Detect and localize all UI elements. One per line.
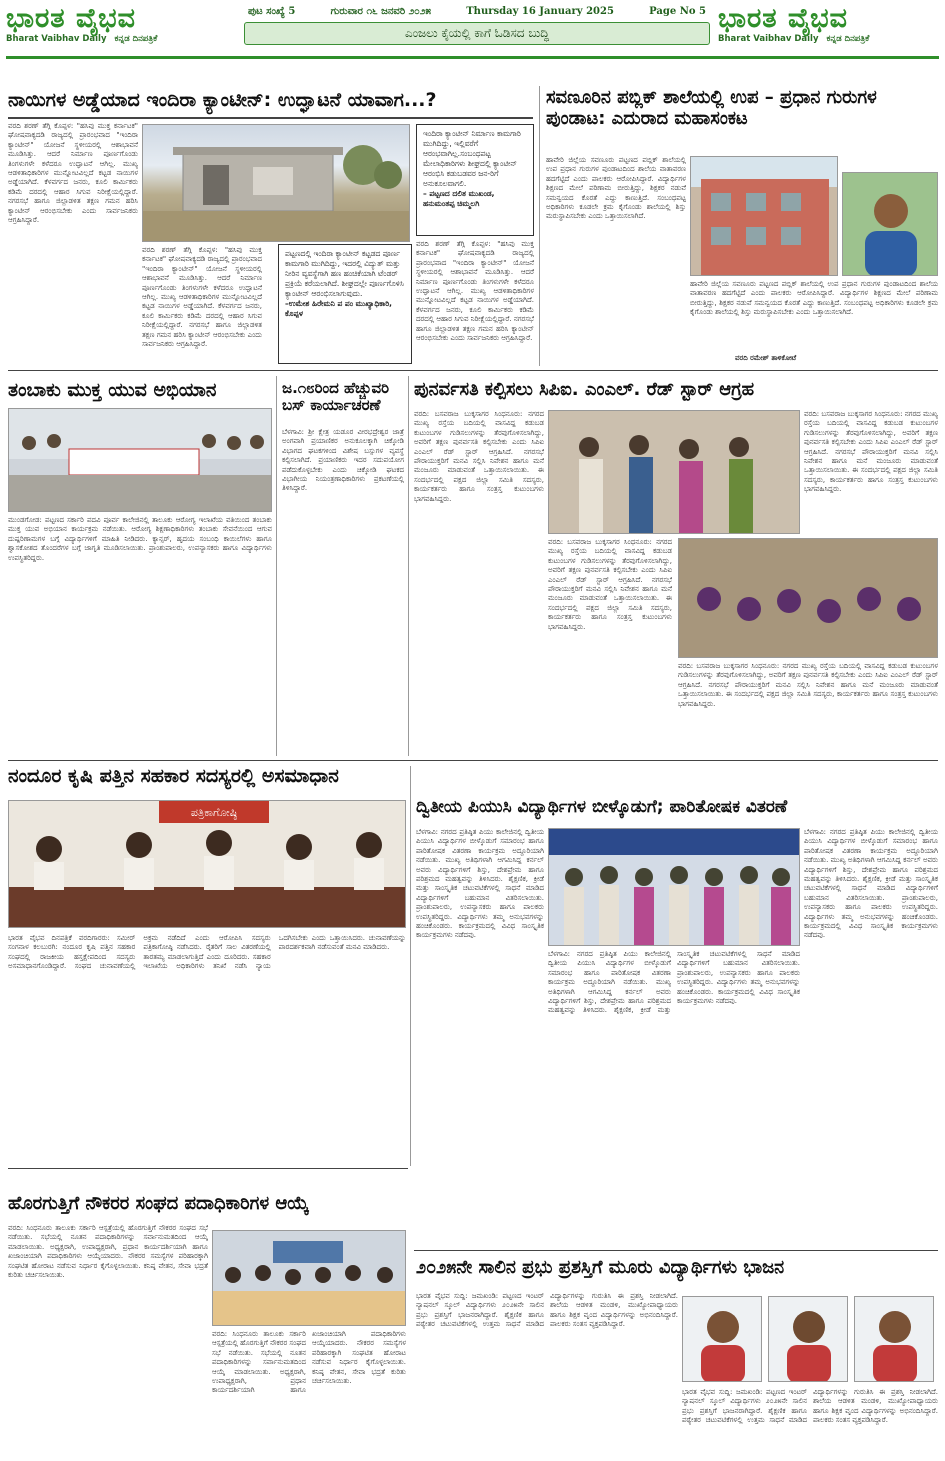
section-divider bbox=[414, 1250, 938, 1251]
issue-number: ಪುಟ ಸಂಖ್ಯೆ 5 bbox=[248, 6, 296, 17]
puc-body-col3: ಬೆಳಗಾವಿ: ನಗರದ ಪ್ರತಿಷ್ಠಿತ ಪಿಯು ಕಾಲೇಜಿನಲ್ಲಿ ದ್ವಿತೀಯ ಪಿಯುಸಿ ವಿದ್ಯಾರ್ಥಿಗಳ ಬೀಳ್ಕೊಡುಗೆ ಸಮಾರಂಭ ಹಾಗೂ ಪಾರಿತೋಷಕ ವಿತರಣಾ ಕಾರ್ಯಕ್ರಮ ಅದ್ದೂರಿಯಾಗಿ ನಡೆಯಿತು. ಮುಖ್ಯ ಅತಿಥಿಗಳಾಗಿ ಆಗಮಿಸಿದ್ದ ಕರ್ನಲ್ ಅವರು ವಿದ್ಯಾರ್ಥಿಗಳಿಗೆ ಶಿಸ್ತು, ದೇಶಪ್ರೇಮ ಹಾಗೂ ಪರಿಶ್ರಮದ ಮಹತ್ವವನ್ನು ತಿಳಿಸಿದರು. ಶೈಕ್ಷಣಿಕ, ಕ್ರೀಡೆ ಮತ್ತು ಸಾಂಸ್ಕೃತಿಕ ಚಟುವಟಿಕೆಗಳಲ್ಲಿ ಸಾಧನೆ ಮಾಡಿದ ವಿದ್ಯಾರ್ಥಿಗಳಿಗೆ ಬಹುಮಾನ ವಿತರಿಸಲಾಯಿತು. ಪ್ರಾಂಶುಪಾಲರು, ಉಪನ್ಯಾಸಕರು ಹಾಗೂ ಪಾಲಕರು ಉಪಸ್ಥಿತರಿದ್ದರು. ವಿದ್ಯಾರ್ಥಿಗಳು ತಮ್ಮ ಅನುಭವಗಳನ್ನು ಹಂಚಿಕೊಂಡರು. ಕಾರ್ಯಕ್ರಮದಲ್ಲಿ ವಿವಿಧ ಸಾಂಸ್ಕೃತಿಕ ಕಾರ್ಯಕ್ರಮಗಳು ನಡೆದವು. bbox=[804, 828, 938, 940]
cooperative-headline: ನಂದೂರ ಕೃಷಿ ಪತ್ತಿನ ಸಹಕಾರ ಸದಸ್ಯರಲ್ಲಿ ಅಸಮಾಧಾನ bbox=[8, 765, 339, 787]
school-building-photo bbox=[690, 156, 838, 276]
canteen-building-photo bbox=[142, 124, 410, 242]
award-body: ಭಾರತ ವೈಭವ ಸುದ್ದಿ: ಜಮಖಂಡಿ: ಪಟ್ಟಣದ ಇಂಟರ್ ನ್ಯಾಷನಲ್ ಸ್ಕೂಲ್ ವಿದ್ಯಾರ್ಥಿಗಳು ೨೦೨೫ನೇ ಸಾಲಿನ ಪ್ರಭು ಪ್ರಶಸ್ತಿಗೆ ಭಾಜನರಾಗಿದ್ದಾರೆ. ಶೈಕ್ಷಣಿಕ ಹಾಗೂ ಪಠ್ಯೇತರ ಚಟುವಟಿಕೆಗಳಲ್ಲಿ ಉತ್ತಮ ಸಾಧನೆ ಮಾಡಿದ ವಿದ್ಯಾರ್ಥಿಗಳನ್ನು ಗುರುತಿಸಿ ಈ ಪ್ರಶಸ್ತಿ ನೀಡಲಾಗಿದೆ. ಶಾಲೆಯ ಆಡಳಿತ ಮಂಡಳಿ, ಮುಖ್ಯೋಪಾಧ್ಯಾಯರು ಹಾಗೂ ಶಿಕ್ಷಕ ವೃಂದ ವಿದ್ಯಾರ್ಥಿಗಳನ್ನು ಅಭಿನಂದಿಸಿದ್ದಾರೆ. ಪಾಲಕರು ಸಂತಸ ವ್ಯಕ್ತಪಡಿಸಿದ್ದಾರೆ. bbox=[416, 1292, 678, 1329]
portrait-illustration bbox=[843, 173, 938, 276]
tobacco-group-photo bbox=[8, 408, 272, 512]
page-number: Page No 5 bbox=[649, 6, 706, 17]
student-photo-1 bbox=[682, 1296, 762, 1382]
puc-headline: ದ್ವಿತೀಯ ಪಿಯುಸಿ ವಿದ್ಯಾರ್ಥಿಗಳ ಬೀಳ್ಕೊಡುಗೆ; ಪಾರಿತೋಷಕ ವಿತರಣೆ bbox=[416, 797, 788, 817]
prize-illustration bbox=[549, 829, 800, 946]
cpi-body-col4: ವರದಿ: ಬಸವರಾಜ ಬುಕ್ಕಸಾಗರ ಸಿಂಧನೂರು: ನಗರದ ಮುಖ್ಯ ರಸ್ತೆಯ ಬದಿಯಲ್ಲಿ ವಾಸವಿದ್ದ ಕಡುಬಡ ಕುಟುಂಬಗಳ ಗುಡಿಸಲುಗಳನ್ನು ತೆರವುಗೊಳಿಸಲಾಗಿದ್ದು, ಅವರಿಗೆ ತಕ್ಷಣ ಪುನರ್ವಸತಿ ಕಲ್ಪಿಸಬೇಕು ಎಂದು ಸಿಪಿಐ ಎಂಎಲ್ ರೆಡ್ ಸ್ಟಾರ್ ಆಗ್ರಹಿಸಿದೆ. ನಗರಸಭೆ ಪೌರಾಯುಕ್ತರಿಗೆ ಮನವಿ ಸಲ್ಲಿಸಿ ನಿವೇಶನ ಹಾಗೂ ಮನೆ ಮಂಜೂರು ಮಾಡುವಂತೆ ಒತ್ತಾಯಿಸಲಾಯಿತು. ಈ ಸಂದರ್ಭದಲ್ಲಿ ಪಕ್ಷದ ಜಿಲ್ಲಾ ಸಮಿತಿ ಸದಸ್ಯರು, ಕಾರ್ಯಕರ್ತರು ಹಾಗೂ ಸಂತ್ರಸ್ತ ಕುಟುಂಬಗಳು ಭಾಗವಹಿಸಿದ್ದರು. bbox=[678, 662, 938, 708]
canteen-body: ವರದಿ ಶರಣ್ ತೆಗ್ಗಿ ಕೊಪ್ಪಳ: "ಹಸಿವು ಮುಕ್ತ ಕರ್ನಾಟಕ" ಘೋಷವಾಕ್ಯದಡಿ ರಾಜ್ಯದಲ್ಲಿ ಪ್ರಾರಂಭವಾದ "ಇಂದಿರಾ ಕ್ಯಾಂಟೀನ್" ಯೋಜನೆ ಸ್ಥಳೀಯರಲ್ಲಿ ಆಶಾಭಾವನೆ ಮೂಡಿಸಿತ್ತು. ಆದರೆ ನಿರ್ಮಾಣ ಪೂರ್ಣಗೊಂಡು ತಿಂಗಳುಗಳೇ ಕಳೆದರೂ ಉದ್ಘಾಟನೆ ಆಗಿಲ್ಲ. ಮುಖ್ಯ ಆಡಳಿತಾಧಿಕಾರಿಗಳ ಮುನ್ನೋಟವಿಲ್ಲದೆ ಕಟ್ಟಡ ನಾಯಿಗಳ ಅಡ್ಡೆಯಾಗಿದೆ. ಕೆಳವರ್ಗದ ಜನರು, ಕೂಲಿ ಕಾರ್ಮಿಕರು ಕಡಿಮೆ ದರದಲ್ಲಿ ಆಹಾರ ಸಿಗುವ ನಿರೀಕ್ಷೆಯಲ್ಲಿದ್ದಾರೆ. ನಗರಸಭೆ ಹಾಗೂ ಜಿಲ್ಲಾಡಳಿತ ತಕ್ಷಣ ಗಮನ ಹರಿಸಿ ಕ್ಯಾಂಟೀನ್ ಆರಂಭಿಸಬೇಕು ಎಂದು ಸಾರ್ವಜನಿಕರು ಆಗ್ರಹಿಸಿದ್ದಾರೆ. bbox=[8, 122, 138, 225]
school-body: ಹಾವೇರಿ ಜಿಲ್ಲೆಯ ಸವಣೂರು ಪಟ್ಟಣದ ಪಬ್ಲಿಕ್ ಶಾಲೆಯಲ್ಲಿ ಉಪ ಪ್ರಧಾನ ಗುರುಗಳ ಪುಂಡಾಟದಿಂದ ಶಾಲೆಯ ವಾತಾವರಣ ಹದಗೆಟ್ಟಿದೆ ಎಂದು ಪಾಲಕರು ಆರೋಪಿಸಿದ್ದಾರೆ. ವಿದ್ಯಾರ್ಥಿಗಳ ಶಿಕ್ಷಣದ ಮೇಲೆ ಪರಿಣಾಮ ಬೀರುತ್ತಿದ್ದು, ಶಿಕ್ಷಕರ ನಡುವೆ ಸಮನ್ವಯದ ಕೊರತೆ ಎದ್ದು ಕಾಣುತ್ತಿದೆ. ಸಂಬಂಧಪಟ್ಟ ಅಧಿಕಾರಿಗಳು ಕೂಡಲೇ ಕ್ರಮ ಕೈಗೊಂಡು ಶಾಲೆಯಲ್ಲಿ ಶಿಸ್ತು ಮರುಸ್ಥಾಪಿಸಬೇಕು ಎಂದು ಒತ್ತಾಯಿಸಲಾಗಿದೆ. bbox=[546, 156, 686, 221]
logo-english: Bharat Vaibhav Daily bbox=[6, 34, 107, 44]
school-byline: ವರದಿ ರಮೇಶ್ ತಾಳಿಕೋಟೆ bbox=[735, 354, 797, 362]
masthead-info-bar bbox=[244, 4, 710, 19]
masthead-center bbox=[244, 4, 710, 45]
outsource-group-photo bbox=[212, 1230, 406, 1326]
quote-signature: –ಉಮೇಶ ಹಿರೇಮನಿ ಪ ಪಂ ಮುಖ್ಯಾಧಿಕಾರಿ, ಕೊಪ್ಪಳ bbox=[285, 299, 392, 318]
section-divider bbox=[8, 370, 938, 371]
logo-subtitle bbox=[718, 34, 936, 44]
canteen-body-col3: ವರದಿ ಶರಣ್ ತೆಗ್ಗಿ ಕೊಪ್ಪಳ: "ಹಸಿವು ಮುಕ್ತ ಕರ್ನಾಟಕ" ಘೋಷವಾಕ್ಯದಡಿ ರಾಜ್ಯದಲ್ಲಿ ಪ್ರಾರಂಭವಾದ "ಇಂದಿರಾ ಕ್ಯಾಂಟೀನ್" ಯೋಜನೆ ಸ್ಥಳೀಯರಲ್ಲಿ ಆಶಾಭಾವನೆ ಮೂಡಿಸಿತ್ತು. ಆದರೆ ನಿರ್ಮಾಣ ಪೂರ್ಣಗೊಂಡು ತಿಂಗಳುಗಳೇ ಕಳೆದರೂ ಉದ್ಘಾಟನೆ ಆಗಿಲ್ಲ. ಮುಖ್ಯ ಆಡಳಿತಾಧಿಕಾರಿಗಳ ಮುನ್ನೋಟವಿಲ್ಲದೆ ಕಟ್ಟಡ ನಾಯಿಗಳ ಅಡ್ಡೆಯಾಗಿದೆ. ಕೆಳವರ್ಗದ ಜನರು, ಕೂಲಿ ಕಾರ್ಮಿಕರು ಕಡಿಮೆ ದರದಲ್ಲಿ ಆಹಾರ ಸಿಗುವ ನಿರೀಕ್ಷೆಯಲ್ಲಿದ್ದಾರೆ. ನಗರಸಭೆ ಹಾಗೂ ಜಿಲ್ಲಾಡಳಿತ ತಕ್ಷಣ ಗಮನ ಹರಿಸಿ ಕ್ಯಾಂಟೀನ್ ಆರಂಭಿಸಬೇಕು ಎಂದು ಸಾರ್ವಜನಿಕರು ಆಗ್ರಹಿಸಿದ್ದಾರೆ. bbox=[416, 240, 534, 343]
student-photo-3 bbox=[854, 1296, 934, 1382]
bus-body: ಬೆಳಗಾವಿ: ಶ್ರೀ ಕ್ಷೇತ್ರ ಯಡೂರ ವೀರಭದ್ರೇಶ್ವರ ಜಾತ್ರೆ ಅಂಗವಾಗಿ ಪ್ರಯಾಣಿಕರ ಅನುಕೂಲಕ್ಕಾಗಿ ಚಿಕ್ಕೋಡಿ ವಿಭಾಗದ ಘಟಕಗಳಿಂದ ವಿಶೇಷ ಬಸ್ಸುಗಳ ವ್ಯವಸ್ಥೆ ಕಲ್ಪಿಸಲಾಗಿದೆ. ಪ್ರಯಾಣಿಕರು ಇದರ ಸದುಪಯೋಗ ಪಡೆದುಕೊಳ್ಳಬೇಕು ಎಂದು ಚಿಕ್ಕೋಡಿ ಘಟಕದ ವಿಭಾಗೀಯ ನಿಯಂತ್ರಣಾಧಿಕಾರಿಗಳು ಪ್ರಕಟಣೆಯಲ್ಲಿ ತಿಳಿಸಿದ್ದಾರೆ. bbox=[282, 428, 404, 493]
canteen-quote-official bbox=[278, 244, 412, 364]
building-illustration bbox=[143, 125, 410, 242]
date-english: Thursday 16 January 2025 bbox=[466, 6, 614, 17]
quote-text: ಪಟ್ಟಣದಲ್ಲಿ ಇಂದಿರಾ ಕ್ಯಾಂಟೀನ್ ಕಟ್ಟಡದ ಪೂರ್ಣ ಕಾಮಗಾರಿ ಮುಗಿದಿದ್ದು, ಇದರಲ್ಲಿ ವಿದ್ಯುತ್ ಮತ್ತು ನೀರಿನ ವ್ಯವಸ್ಥೆಗಾಗಿ ಹಣ ಹಂಚಿಕೆಯಾಗಿ ಟೆಂಡರ್ ಪ್ರಕ್ರಿಯೆ ಕರೆಯಲಾಗಿದೆ. ಶೀಘ್ರದಲ್ಲೇ ಪೂರ್ಣಗೊಳಿಸಿ ಕ್ಯಾಂಟೀನ್ ಆರಂಭಿಸಲಾಗುವುದು. bbox=[285, 249, 404, 298]
puc-body: ಬೆಳಗಾವಿ: ನಗರದ ಪ್ರತಿಷ್ಠಿತ ಪಿಯು ಕಾಲೇಜಿನಲ್ಲಿ ದ್ವಿತೀಯ ಪಿಯುಸಿ ವಿದ್ಯಾರ್ಥಿಗಳ ಬೀಳ್ಕೊಡುಗೆ ಸಮಾರಂಭ ಹಾಗೂ ಪಾರಿತೋಷಕ ವಿತರಣಾ ಕಾರ್ಯಕ್ರಮ ಅದ್ದೂರಿಯಾಗಿ ನಡೆಯಿತು. ಮುಖ್ಯ ಅತಿಥಿಗಳಾಗಿ ಆಗಮಿಸಿದ್ದ ಕರ್ನಲ್ ಅವರು ವಿದ್ಯಾರ್ಥಿಗಳಿಗೆ ಶಿಸ್ತು, ದೇಶಪ್ರೇಮ ಹಾಗೂ ಪರಿಶ್ರಮದ ಮಹತ್ವವನ್ನು ತಿಳಿಸಿದರು. ಶೈಕ್ಷಣಿಕ, ಕ್ರೀಡೆ ಮತ್ತು ಸಾಂಸ್ಕೃತಿಕ ಚಟುವಟಿಕೆಗಳಲ್ಲಿ ಸಾಧನೆ ಮಾಡಿದ ವಿದ್ಯಾರ್ಥಿಗಳಿಗೆ ಬಹುಮಾನ ವಿತರಿಸಲಾಯಿತು. ಪ್ರಾಂಶುಪಾಲರು, ಉಪನ್ಯಾಸಕರು ಹಾಗೂ ಪಾಲಕರು ಉಪಸ್ಥಿತರಿದ್ದರು. ವಿದ್ಯಾರ್ಥಿಗಳು ತಮ್ಮ ಅನುಭವಗಳನ್ನು ಹಂಚಿಕೊಂಡರು. ಕಾರ್ಯಕ್ರಮದಲ್ಲಿ ವಿವಿಧ ಸಾಂಸ್ಕೃತಿಕ ಕಾರ್ಯಕ್ರಮಗಳು ನಡೆದವು. bbox=[416, 828, 544, 940]
canteen-headline: ನಾಯಿಗಳ ಅಡ್ಡೆಯಾದ ಇಂದಿರಾ ಕ್ಯಾಂಟೀನ್: ಉದ್ಘಾಟನೆ ಯಾವಾಗ...? bbox=[8, 89, 437, 111]
school-body-cont: ಹಾವೇರಿ ಜಿಲ್ಲೆಯ ಸವಣೂರು ಪಟ್ಟಣದ ಪಬ್ಲಿಕ್ ಶಾಲೆಯಲ್ಲಿ ಉಪ ಪ್ರಧಾನ ಗುರುಗಳ ಪುಂಡಾಟದಿಂದ ಶಾಲೆಯ ವಾತಾವರಣ ಹದಗೆಟ್ಟಿದೆ ಎಂದು ಪಾಲಕರು ಆರೋಪಿಸಿದ್ದಾರೆ. ವಿದ್ಯಾರ್ಥಿಗಳ ಶಿಕ್ಷಣದ ಮೇಲೆ ಪರಿಣಾಮ ಬೀರುತ್ತಿದ್ದು, ಶಿಕ್ಷಕರ ನಡುವೆ ಸಮನ್ವಯದ ಕೊರತೆ ಎದ್ದು ಕಾಣುತ್ತಿದೆ. ಸಂಬಂಧಪಟ್ಟ ಅಧಿಕಾರಿಗಳು ಕೂಡಲೇ ಕ್ರಮ ಕೈಗೊಂಡು ಶಾಲೆಯಲ್ಲಿ ಶಿಸ್ತು ಮರುಸ್ಥಾಪಿಸಬೇಕು ಎಂದು ಒತ್ತಾಯಿಸಲಾಗಿದೆ. bbox=[690, 280, 938, 317]
logo-tagline: ಕನ್ನಡ ದಿನಪತ್ರಿಕೆ bbox=[114, 34, 158, 44]
press-banner-text: ಪತ್ರಿಕಾಗೋಷ್ಠಿ bbox=[190, 806, 238, 819]
column-divider bbox=[410, 766, 411, 1166]
award-body-col2: ಭಾರತ ವೈಭವ ಸುದ್ದಿ: ಜಮಖಂಡಿ: ಪಟ್ಟಣದ ಇಂಟರ್ ನ್ಯಾಷನಲ್ ಸ್ಕೂಲ್ ವಿದ್ಯಾರ್ಥಿಗಳು ೨೦೨೫ನೇ ಸಾಲಿನ ಪ್ರಭು ಪ್ರಶಸ್ತಿಗೆ ಭಾಜನರಾಗಿದ್ದಾರೆ. ಶೈಕ್ಷಣಿಕ ಹಾಗೂ ಪಠ್ಯೇತರ ಚಟುವಟಿಕೆಗಳಲ್ಲಿ ಉತ್ತಮ ಸಾಧನೆ ಮಾಡಿದ ವಿದ್ಯಾರ್ಥಿಗಳನ್ನು ಗುರುತಿಸಿ ಈ ಪ್ರಶಸ್ತಿ ನೀಡಲಾಗಿದೆ. ಶಾಲೆಯ ಆಡಳಿತ ಮಂಡಳಿ, ಮುಖ್ಯೋಪಾಧ್ಯಾಯರು ಹಾಗೂ ಶಿಕ್ಷಕ ವೃಂದ ವಿದ್ಯಾರ್ಥಿಗಳನ್ನು ಅಭಿನಂದಿಸಿದ್ದಾರೆ. ಪಾಲಕರು ಸಂತಸ ವ್ಯಕ್ತಪಡಿಸಿದ್ದಾರೆ. bbox=[682, 1388, 938, 1425]
cpi-body-col3: ವರದಿ: ಬಸವರಾಜ ಬುಕ್ಕಸಾಗರ ಸಿಂಧನೂರು: ನಗರದ ಮುಖ್ಯ ರಸ್ತೆಯ ಬದಿಯಲ್ಲಿ ವಾಸವಿದ್ದ ಕಡುಬಡ ಕುಟುಂಬಗಳ ಗುಡಿಸಲುಗಳನ್ನು ತೆರವುಗೊಳಿಸಲಾಗಿದ್ದು, ಅವರಿಗೆ ತಕ್ಷಣ ಪುನರ್ವಸತಿ ಕಲ್ಪಿಸಬೇಕು ಎಂದು ಸಿಪಿಐ ಎಂಎಲ್ ರೆಡ್ ಸ್ಟಾರ್ ಆಗ್ರಹಿಸಿದೆ. ನಗರಸಭೆ ಪೌರಾಯುಕ್ತರಿಗೆ ಮನವಿ ಸಲ್ಲಿಸಿ ನಿವೇಶನ ಹಾಗೂ ಮನೆ ಮಂಜೂರು ಮಾಡುವಂತೆ ಒತ್ತಾಯಿಸಲಾಯಿತು. ಈ ಸಂದರ್ಭದಲ್ಲಿ ಪಕ್ಷದ ಜಿಲ್ಲಾ ಸಮಿತಿ ಸದಸ್ಯರು, ಕಾರ್ಯಕರ್ತರು ಹಾಗೂ ಸಂತ್ರಸ್ತ ಕುಟುಂಬಗಳು ಭಾಗವಹಿಸಿದ್ದರು. bbox=[804, 410, 938, 494]
logo-english: Bharat Vaibhav Daily bbox=[718, 34, 819, 44]
cpi-memorandum-photo bbox=[548, 410, 800, 534]
date-kannada: ಗುರುವಾರ ೧೬ ಜನವರಿ ೨೦೨೫ bbox=[330, 6, 431, 17]
student-photo-2 bbox=[768, 1296, 848, 1382]
logo-title: ಭಾರತ ವೈಭವ bbox=[6, 3, 136, 34]
quote-signature: – ಪಟ್ಟಣದ ದಲಿತ ಮುಖಂಡ, ಹನುಮಂತಪ್ಪ ಚಿಮ್ಮಲಗಿ bbox=[423, 189, 495, 208]
student-3-illustration bbox=[855, 1297, 934, 1382]
memorandum-illustration bbox=[549, 411, 800, 534]
cpi-body: ವರದಿ: ಬಸವರಾಜ ಬುಕ್ಕಸಾಗರ ಸಿಂಧನೂರು: ನಗರದ ಮುಖ್ಯ ರಸ್ತೆಯ ಬದಿಯಲ್ಲಿ ವಾಸವಿದ್ದ ಕಡುಬಡ ಕುಟುಂಬಗಳ ಗುಡಿಸಲುಗಳನ್ನು ತೆರವುಗೊಳಿಸಲಾಗಿದ್ದು, ಅವರಿಗೆ ತಕ್ಷಣ ಪುನರ್ವಸತಿ ಕಲ್ಪಿಸಬೇಕು ಎಂದು ಸಿಪಿಐ ಎಂಎಲ್ ರೆಡ್ ಸ್ಟಾರ್ ಆಗ್ರಹಿಸಿದೆ. ನಗರಸಭೆ ಪೌರಾಯುಕ್ತರಿಗೆ ಮನವಿ ಸಲ್ಲಿಸಿ ನಿವೇಶನ ಹಾಗೂ ಮನೆ ಮಂಜೂರು ಮಾಡುವಂತೆ ಒತ್ತಾಯಿಸಲಾಯಿತು. ಈ ಸಂದರ್ಭದಲ್ಲಿ ಪಕ್ಷದ ಜಿಲ್ಲಾ ಸಮಿತಿ ಸದಸ್ಯರು, ಕಾರ್ಯಕರ್ತರು ಹಾಗೂ ಸಂತ್ರಸ್ತ ಕುಟುಂಬಗಳು ಭಾಗವಹಿಸಿದ್ದರು. bbox=[414, 410, 544, 503]
masthead-rule bbox=[6, 56, 939, 59]
outsource-body: ವರದಿ: ಸಿಂಧನೂರು ತಾಲೂಕು ಸರ್ಕಾರಿ ಆಸ್ಪತ್ರೆಯಲ್ಲಿ ಹೊರಗುತ್ತಿಗೆ ನೌಕರರ ಸಂಘದ ಸಭೆ ನಡೆಯಿತು. ಸಭೆಯಲ್ಲಿ ನೂತನ ಪದಾಧಿಕಾರಿಗಳನ್ನು ಸರ್ವಾನುಮತದಿಂದ ಆಯ್ಕೆ ಮಾಡಲಾಯಿತು. ಅಧ್ಯಕ್ಷರಾಗಿ, ಉಪಾಧ್ಯಕ್ಷರಾಗಿ, ಪ್ರಧಾನ ಕಾರ್ಯದರ್ಶಿಯಾಗಿ ಹಾಗೂ ಖಜಾಂಚಿಯಾಗಿ ಪದಾಧಿಕಾರಿಗಳು ಆಯ್ಕೆಯಾದರು. ನೌಕರರ ಸಮಸ್ಯೆಗಳ ಪರಿಹಾರಕ್ಕಾಗಿ ಸಂಘಟಿತ ಹೋರಾಟ ನಡೆಸುವ ನಿರ್ಧಾರ ಕೈಗೊಳ್ಳಲಾಯಿತು. ಕನಿಷ್ಠ ವೇತನ, ಸೇವಾ ಭದ್ರತೆ ಕುರಿತು ಚರ್ಚಿಸಲಾಯಿತು. bbox=[8, 1224, 208, 1280]
school-illustration bbox=[691, 157, 838, 276]
award-headline: ೨೦೨೫ನೇ ಸಾಲಿನ ಪ್ರಭು ಪ್ರಶಸ್ತಿಗೆ ಮೂರು ವಿದ್ಯಾರ್ಥಿಗಳು ಭಾಜನ bbox=[416, 1257, 785, 1278]
group-illustration bbox=[9, 409, 272, 512]
cpi-meeting-photo bbox=[678, 538, 938, 658]
logo-tagline: ಕನ್ನಡ ದಿನಪತ್ರಿಕೆ bbox=[826, 34, 870, 44]
meeting-group-illustration bbox=[213, 1231, 406, 1326]
logo-subtitle bbox=[6, 34, 224, 44]
masthead-logo-left bbox=[6, 4, 224, 50]
quote-text: ಇಂದಿರಾ ಕ್ಯಾಂಟೀನ್ ನಿರ್ಮಾಣ ಕಾಮಗಾರಿ ಮುಗಿದಿದ್ದು, ಇಲ್ಲಿವರೆಗೆ ಆರಂಭವಾಗಿಲ್ಲ.ಸಂಬಂಧಪಟ್ಟ ಮೇಲಾಧಿಕಾರಿಗಳು ಶೀಘ್ರದಲ್ಲಿ ಕ್ಯಾಂಟೀನ್ ಆರಂಭಿಸಿ ಕಡುಬಡವರ ಜನ-ರಿಗೆ ಅನುಕೂಲವಾಗಲಿ. bbox=[423, 129, 521, 188]
section-divider bbox=[8, 1168, 408, 1169]
student-1-illustration bbox=[683, 1297, 762, 1382]
teacher-portrait-photo bbox=[842, 172, 938, 276]
tobacco-headline: ತಂಬಾಕು ಮುಕ್ತ ಯುವ ಅಭಿಯಾನ bbox=[8, 379, 217, 401]
cpi-headline: ಪುನರ್ವಸತಿ ಕಲ್ಪಿಸಲು ಸಿಪಿಐ. ಎಂಎಲ್. ರೆಡ್ ಸ್ಟಾರ್ ಆಗ್ರಹ bbox=[414, 379, 755, 400]
masthead-slogan: ಎಂಜಲು ಕೈಯಲ್ಲಿ ಕಾಗೆ ಓಡಿಸದ ಬುದ್ಧಿ bbox=[244, 22, 710, 45]
tobacco-body: ಮುಂಡಗೋಡ: ಪಟ್ಟಣದ ಸರ್ಕಾರಿ ಪದವಿ ಪೂರ್ವ ಕಾಲೇಜಿನಲ್ಲಿ ತಾಲೂಕು ಆರೋಗ್ಯ ಇಲಾಖೆಯ ವತಿಯಿಂದ ತಂಬಾಕು ಮುಕ್ತ ಯುವ ಅಭಿಯಾನ ಕಾರ್ಯಕ್ರಮ ನಡೆಯಿತು. ಆರೋಗ್ಯ ಶಿಕ್ಷಣಾಧಿಕಾರಿಗಳು ತಂಬಾಕು ಸೇವನೆಯಿಂದ ಆಗುವ ದುಷ್ಪರಿಣಾಮಗಳ ಬಗ್ಗೆ ವಿದ್ಯಾರ್ಥಿಗಳಿಗೆ ಮಾಹಿತಿ ನೀಡಿದರು. ಕ್ಯಾನ್ಸರ್, ಹೃದಯ ಸಂಬಂಧಿ ಕಾಯಿಲೆಗಳು ಹಾಗೂ ಶ್ವಾಸಕೋಶದ ತೊಂದರೆಗಳ ಬಗ್ಗೆ ಜಾಗೃತಿ ಮೂಡಿಸಲಾಯಿತು. ಪ್ರಾಂಶುಪಾಲರು, ಉಪನ್ಯಾಸಕರು ಹಾಗೂ ವಿದ್ಯಾರ್ಥಿಗಳು ಉಪಸ್ಥಿತರಿದ್ದರು. bbox=[8, 516, 272, 562]
column-divider bbox=[276, 376, 277, 756]
student-2-illustration bbox=[769, 1297, 848, 1382]
canteen-quote-resident bbox=[416, 124, 534, 236]
masthead-logo-right bbox=[718, 4, 936, 50]
divider bbox=[8, 117, 533, 119]
school-headline: ಸವಣೂರಿನ ಪಬ್ಲಿಕ್ ಶಾಲೆಯಲ್ಲಿ ಉಪ – ಪ್ರಧಾನ ಗುರುಗಳ ಪುಂಡಾಟ: ಎದುರಾದ ಮಹಾಸಂಕಟ bbox=[546, 87, 877, 129]
cpi-body-col2: ವರದಿ: ಬಸವರಾಜ ಬುಕ್ಕಸಾಗರ ಸಿಂಧನೂರು: ನಗರದ ಮುಖ್ಯ ರಸ್ತೆಯ ಬದಿಯಲ್ಲಿ ವಾಸವಿದ್ದ ಕಡುಬಡ ಕುಟುಂಬಗಳ ಗುಡಿಸಲುಗಳನ್ನು ತೆರವುಗೊಳಿಸಲಾಗಿದ್ದು, ಅವರಿಗೆ ತಕ್ಷಣ ಪುನರ್ವಸತಿ ಕಲ್ಪಿಸಬೇಕು ಎಂದು ಸಿಪಿಐ ಎಂಎಲ್ ರೆಡ್ ಸ್ಟಾರ್ ಆಗ್ರಹಿಸಿದೆ. ನಗರಸಭೆ ಪೌರಾಯುಕ್ತರಿಗೆ ಮನವಿ ಸಲ್ಲಿಸಿ ನಿವೇಶನ ಹಾಗೂ ಮನೆ ಮಂಜೂರು ಮಾಡುವಂತೆ ಒತ್ತಾಯಿಸಲಾಯಿತು. ಈ ಸಂದರ್ಭದಲ್ಲಿ ಪಕ್ಷದ ಜಿಲ್ಲಾ ಸಮಿತಿ ಸದಸ್ಯರು, ಕಾರ್ಯಕರ್ತರು ಹಾಗೂ ಸಂತ್ರಸ್ತ ಕುಟುಂಬಗಳು ಭಾಗವಹಿಸಿದ್ದರು. bbox=[548, 538, 672, 631]
puc-body-col2: ಬೆಳಗಾವಿ: ನಗರದ ಪ್ರತಿಷ್ಠಿತ ಪಿಯು ಕಾಲೇಜಿನಲ್ಲಿ ದ್ವಿತೀಯ ಪಿಯುಸಿ ವಿದ್ಯಾರ್ಥಿಗಳ ಬೀಳ್ಕೊಡುಗೆ ಸಮಾರಂಭ ಹಾಗೂ ಪಾರಿತೋಷಕ ವಿತರಣಾ ಕಾರ್ಯಕ್ರಮ ಅದ್ದೂರಿಯಾಗಿ ನಡೆಯಿತು. ಮುಖ್ಯ ಅತಿಥಿಗಳಾಗಿ ಆಗಮಿಸಿದ್ದ ಕರ್ನಲ್ ಅವರು ವಿದ್ಯಾರ್ಥಿಗಳಿಗೆ ಶಿಸ್ತು, ದೇಶಪ್ರೇಮ ಹಾಗೂ ಪರಿಶ್ರಮದ ಮಹತ್ವವನ್ನು ತಿಳಿಸಿದರು. ಶೈಕ್ಷಣಿಕ, ಕ್ರೀಡೆ ಮತ್ತು ಸಾಂಸ್ಕೃತಿಕ ಚಟುವಟಿಕೆಗಳಲ್ಲಿ ಸಾಧನೆ ಮಾಡಿದ ವಿದ್ಯಾರ್ಥಿಗಳಿಗೆ ಬಹುಮಾನ ವಿತರಿಸಲಾಯಿತು. ಪ್ರಾಂಶುಪಾಲರು, ಉಪನ್ಯಾಸಕರು ಹಾಗೂ ಪಾಲಕರು ಉಪಸ್ಥಿತರಿದ್ದರು. ವಿದ್ಯಾರ್ಥಿಗಳು ತಮ್ಮ ಅನುಭವಗಳನ್ನು ಹಂಚಿಕೊಂಡರು. ಕಾರ್ಯಕ್ರಮದಲ್ಲಿ ವಿವಿಧ ಸಾಂಸ್ಕೃತಿಕ ಕಾರ್ಯಕ್ರಮಗಳು ನಡೆದವು. bbox=[548, 950, 800, 1015]
logo-title: ಭಾರತ ವೈಭವ bbox=[718, 3, 848, 34]
cooperative-body: ಭಾರತ ವೈಭವ ದಿನಪತ್ರಿಕೆ ವರದಿಗಾರರು: ಸಮೀರ್ ಸಂಗನಾಳ ಕಲಬುರಗಿ: ನಂದೂರ ಕೃಷಿ ಪತ್ತಿನ ಸಹಕಾರ ಸಂಘದಲ್ಲಿ ರಾಜಕೀಯ ಹಸ್ತಕ್ಷೇಪದಿಂದ ಸದಸ್ಯರು ಅಸಮಾಧಾನಗೊಂಡಿದ್ದಾರೆ. ಸಂಘದ ಚುನಾವಣೆಯಲ್ಲಿ ಅಕ್ರಮ ನಡೆದಿದೆ ಎಂದು ಆರೋಪಿಸಿ ಸದಸ್ಯರು ಪತ್ರಿಕಾಗೋಷ್ಠಿ ನಡೆಸಿದರು. ರೈತರಿಗೆ ಸಾಲ ವಿತರಣೆಯಲ್ಲಿ ತಾರತಮ್ಯ ಮಾಡಲಾಗುತ್ತಿದೆ ಎಂದು ದೂರಿದರು. ಸಹಕಾರ ಇಲಾಖೆಯ ಅಧಿಕಾರಿಗಳು ತನಿಖೆ ನಡೆಸಿ ನ್ಯಾಯ ಒದಗಿಸಬೇಕು ಎಂದು ಒತ್ತಾಯಿಸಿದರು. ಚುನಾವಣೆಯನ್ನು ಪಾರದರ್ಶಕವಾಗಿ ನಡೆಸುವಂತೆ ಮನವಿ ಮಾಡಿದರು. bbox=[8, 934, 406, 971]
bus-headline: ಜ.೧೮ರಿಂದ ಹೆಚ್ಚುವರಿ ಬಸ್ ಕಾರ್ಯಾಚರಣೆ bbox=[282, 379, 390, 415]
press-illustration bbox=[9, 801, 406, 928]
cooperative-press-photo bbox=[8, 800, 406, 928]
column-divider bbox=[408, 376, 409, 756]
meeting-illustration bbox=[679, 539, 938, 658]
outsource-body-col2: ವರದಿ: ಸಿಂಧನೂರು ತಾಲೂಕು ಸರ್ಕಾರಿ ಆಸ್ಪತ್ರೆಯಲ್ಲಿ ಹೊರಗುತ್ತಿಗೆ ನೌಕರರ ಸಂಘದ ಸಭೆ ನಡೆಯಿತು. ಸಭೆಯಲ್ಲಿ ನೂತನ ಪದಾಧಿಕಾರಿಗಳನ್ನು ಸರ್ವಾನುಮತದಿಂದ ಆಯ್ಕೆ ಮಾಡಲಾಯಿತು. ಅಧ್ಯಕ್ಷರಾಗಿ, ಉಪಾಧ್ಯಕ್ಷರಾಗಿ, ಪ್ರಧಾನ ಕಾರ್ಯದರ್ಶಿಯಾಗಿ ಹಾಗೂ ಖಜಾಂಚಿಯಾಗಿ ಪದಾಧಿಕಾರಿಗಳು ಆಯ್ಕೆಯಾದರು. ನೌಕರರ ಸಮಸ್ಯೆಗಳ ಪರಿಹಾರಕ್ಕಾಗಿ ಸಂಘಟಿತ ಹೋರಾಟ ನಡೆಸುವ ನಿರ್ಧಾರ ಕೈಗೊಳ್ಳಲಾಯಿತು. ಕನಿಷ್ಠ ವೇತನ, ಸೇವಾ ಭದ್ರತೆ ಕುರಿತು ಚರ್ಚಿಸಲಾಯಿತು. bbox=[212, 1330, 406, 1395]
canteen-body-cont: ವರದಿ ಶರಣ್ ತೆಗ್ಗಿ ಕೊಪ್ಪಳ: "ಹಸಿವು ಮುಕ್ತ ಕರ್ನಾಟಕ" ಘೋಷವಾಕ್ಯದಡಿ ರಾಜ್ಯದಲ್ಲಿ ಪ್ರಾರಂಭವಾದ "ಇಂದಿರಾ ಕ್ಯಾಂಟೀನ್" ಯೋಜನೆ ಸ್ಥಳೀಯರಲ್ಲಿ ಆಶಾಭಾವನೆ ಮೂಡಿಸಿತ್ತು. ಆದರೆ ನಿರ್ಮಾಣ ಪೂರ್ಣಗೊಂಡು ತಿಂಗಳುಗಳೇ ಕಳೆದರೂ ಉದ್ಘಾಟನೆ ಆಗಿಲ್ಲ. ಮುಖ್ಯ ಆಡಳಿತಾಧಿಕಾರಿಗಳ ಮುನ್ನೋಟವಿಲ್ಲದೆ ಕಟ್ಟಡ ನಾಯಿಗಳ ಅಡ್ಡೆಯಾಗಿದೆ. ಕೆಳವರ್ಗದ ಜನರು, ಕೂಲಿ ಕಾರ್ಮಿಕರು ಕಡಿಮೆ ದರದಲ್ಲಿ ಆಹಾರ ಸಿಗುವ ನಿರೀಕ್ಷೆಯಲ್ಲಿದ್ದಾರೆ. ನಗರಸಭೆ ಹಾಗೂ ಜಿಲ್ಲಾಡಳಿತ ತಕ್ಷಣ ಗಮನ ಹರಿಸಿ ಕ್ಯಾಂಟೀನ್ ಆರಂಭಿಸಬೇಕು ಎಂದು ಸಾರ್ವಜನಿಕರು ಆಗ್ರಹಿಸಿದ್ದಾರೆ. bbox=[142, 246, 262, 349]
outsource-headline: ಹೊರಗುತ್ತಿಗೆ ನೌಕರರ ಸಂಘದ ಪದಾಧಿಕಾರಿಗಳ ಆಯ್ಕೆ bbox=[8, 1193, 309, 1214]
puc-prize-photo bbox=[548, 828, 800, 946]
column-divider bbox=[539, 86, 540, 366]
section-divider bbox=[8, 760, 938, 761]
